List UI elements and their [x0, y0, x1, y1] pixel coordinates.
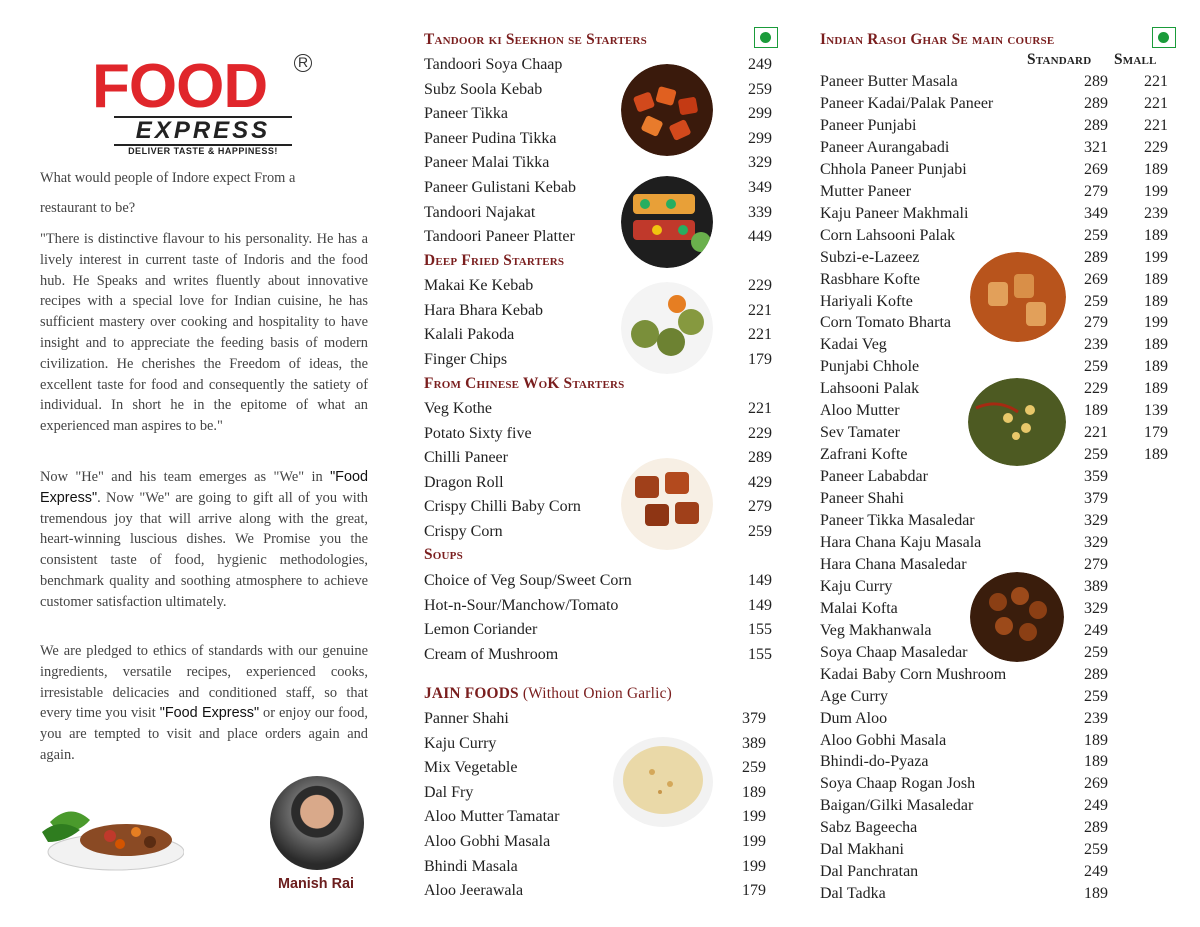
- menu-item-name: Aloo Mutter: [820, 402, 900, 420]
- brand-logo: [92, 54, 314, 158]
- menu-item-name: Cream of Mushroom: [424, 645, 559, 663]
- menu-item-price: 149: [748, 572, 772, 589]
- chilli-paneer-image: [621, 458, 713, 550]
- menu-item-name: Tandoori Soya Chaap: [424, 56, 563, 73]
- malai-kofta-image: [970, 572, 1064, 662]
- menu-item-name: Paneer Gulistani Kebab: [424, 179, 576, 196]
- menu-item-price-standard: 269: [1084, 160, 1108, 178]
- menu-item-price-standard: 259: [1084, 226, 1108, 244]
- menu-item-name: Sev Tamater: [820, 424, 900, 442]
- menu-item-name: Kadai Baby Corn Mushroom: [820, 665, 1007, 683]
- menu-item-name: Finger Chips: [424, 350, 508, 368]
- menu-item-name: Veg Makhanwala: [820, 621, 932, 639]
- menu-item-price-standard: 249: [1084, 863, 1108, 881]
- intro-question-line1: What would people of Indore expect From a: [40, 170, 296, 186]
- menu-item-price-small: 221: [1144, 116, 1168, 134]
- menu-item-price-standard: 289: [1084, 665, 1108, 683]
- menu-item-price-standard: 189: [1084, 885, 1108, 903]
- menu-item-name: Soya Chaap Rogan Josh: [820, 775, 976, 793]
- menu-item-price-standard: 289: [1084, 819, 1108, 837]
- logo-subtitle: EXPRESS: [114, 116, 292, 146]
- menu-item-price-small: 189: [1144, 358, 1168, 376]
- menu-item-price-standard: 259: [1084, 687, 1108, 705]
- hara-bhara-kebab-image: [621, 282, 713, 374]
- menu-item-name: Panner Shahi: [424, 710, 509, 727]
- menu-item-name: Aloo Gobhi Masala: [424, 833, 551, 850]
- menu-item-name: Veg Kothe: [424, 400, 492, 417]
- menu-item-price-small: 189: [1144, 336, 1168, 354]
- menu-item-price: 389: [742, 734, 766, 752]
- section-subtitle-jain: (Without Onion Garlic): [518, 685, 672, 702]
- menu-item-price-standard: 289: [1084, 94, 1108, 112]
- section-title-soups: Soups: [424, 546, 463, 563]
- menu-item-name: Paneer Tikka Masaledar: [820, 512, 975, 529]
- menu-item-name: Kaju Paneer Makhmali: [820, 204, 969, 222]
- menu-item-price-small: 189: [1144, 226, 1168, 244]
- menu-item-price-standard: 229: [1084, 380, 1108, 398]
- menu-item-name: Corn Tomato Bharta: [820, 314, 952, 332]
- menu-item-price-standard: 259: [1084, 446, 1108, 464]
- menu-item-name: Lemon Coriander: [424, 621, 538, 639]
- menu-item-name: Crispy Chilli Baby Corn: [424, 498, 581, 516]
- palak-dish-image: [968, 378, 1066, 466]
- menu-item-name: Tandoori Paneer Platter: [424, 228, 575, 246]
- menu-item-price: 221: [748, 400, 772, 417]
- menu-item-name: Dal Makhani: [820, 841, 904, 859]
- menu-item-name: Paneer Aurangabadi: [820, 138, 950, 156]
- menu-item-price-standard: 249: [1084, 621, 1108, 639]
- menu-item-price-small: 199: [1144, 314, 1168, 332]
- menu-item-price: 155: [748, 621, 772, 639]
- menu-item-name: Aloo Mutter Tamatar: [424, 808, 560, 826]
- brand-mention: "Food Express": [159, 705, 260, 722]
- menu-item-price: 199: [742, 808, 766, 826]
- menu-item-name: Age Curry: [820, 687, 888, 705]
- menu-item-price-standard: 189: [1084, 402, 1108, 420]
- paneer-tikka-image: [621, 64, 713, 156]
- column-header-standard: Standard: [1027, 51, 1092, 68]
- logo-tagline: DELIVER TASTE & HAPPINESS!: [128, 146, 278, 156]
- intro-question-line2: restaurant to be?: [40, 200, 136, 216]
- menu-item-name: Hara Chana Kaju Masala: [820, 533, 982, 551]
- menu-item-price: 279: [748, 498, 772, 516]
- menu-item-price: 189: [742, 783, 766, 801]
- menu-item-name: Hot-n-Sour/Manchow/Tomato: [424, 596, 619, 614]
- dish-plate-image: [40, 792, 184, 876]
- menu-item-price-standard: 249: [1084, 797, 1108, 815]
- kofta-curry-image: [970, 252, 1066, 342]
- menu-item-price: 179: [742, 882, 766, 900]
- menu-item-price-standard: 379: [1084, 490, 1108, 508]
- menu-item-price: 349: [748, 179, 772, 196]
- menu-item-price-small: 189: [1144, 270, 1168, 288]
- menu-item-price-standard: 289: [1084, 248, 1108, 266]
- menu-item-price: 429: [748, 473, 772, 491]
- menu-item-price-standard: 279: [1084, 555, 1108, 573]
- menu-item-price-standard: 269: [1084, 270, 1108, 288]
- menu-item-name: Subz Soola Kebab: [424, 80, 543, 98]
- intro-paragraph-3: We are pledged to ethics of standards with our genuine ingredients, versatile recipes, experienced cooks, irresistable delicacies and conditioned staff, so that every time you visit "Food Express" or enjoy our food, you are tempted to visit and place orders again and again.: [40, 643, 368, 763]
- column-header-small: Small: [1114, 51, 1157, 68]
- menu-item-price-standard: 189: [1084, 753, 1108, 771]
- menu-item-name: Paneer Pudina Tikka: [424, 129, 557, 147]
- menu-item-name: Dal Tadka: [820, 885, 886, 903]
- owner-name: Manish Rai: [278, 876, 354, 892]
- menu-item-price-standard: 389: [1084, 577, 1108, 595]
- intro-column: [40, 0, 368, 927]
- menu-item-name: Crispy Corn: [424, 523, 503, 540]
- menu-item-price-small: 221: [1144, 73, 1168, 90]
- menu-item-price-standard: 329: [1084, 512, 1108, 529]
- menu-item-name: Paneer Kadai/Palak Paneer: [820, 94, 994, 112]
- menu-item-price: 329: [748, 154, 772, 172]
- menu-item-name: Paneer Tikka: [424, 105, 508, 123]
- menu-item-name: Lahsooni Palak: [820, 380, 920, 398]
- menu-item-price-small: 229: [1144, 138, 1168, 156]
- menu-item-price-standard: 279: [1084, 182, 1108, 200]
- menu-item-price: 259: [742, 759, 766, 777]
- menu-item-name: Kadai Veg: [820, 336, 887, 354]
- kebab-skewer-image: [621, 176, 713, 268]
- menu-item-name: Dum Aloo: [820, 709, 888, 727]
- menu-item-name: Soya Chaap Masaledar: [820, 643, 968, 661]
- menu-item-name: Hara Chana Masaledar: [820, 555, 967, 573]
- menu-item-price: 199: [742, 833, 766, 850]
- menu-item-price: 289: [748, 449, 772, 467]
- menu-item-name: Corn Lahsooni Palak: [820, 226, 956, 244]
- menu-item-name: Paneer Malai Tikka: [424, 154, 550, 172]
- menu-item-name: Bhindi-do-Pyaza: [820, 753, 929, 771]
- section-title-deep-fried: Deep Fried Starters: [424, 252, 565, 269]
- logo-word: FOOD: [92, 52, 268, 121]
- menu-item-name: Mix Vegetable: [424, 759, 518, 777]
- menu-item-name: Punjabi Chhole: [820, 358, 920, 376]
- menu-item-price: 299: [748, 105, 772, 123]
- menu-item-price-small: 179: [1144, 424, 1168, 442]
- menu-item-price: 229: [748, 277, 772, 294]
- menu-item-price: 259: [748, 523, 772, 540]
- jain-curry-image: [612, 736, 714, 828]
- menu-item-price-standard: 329: [1084, 599, 1108, 617]
- section-title-main-course: Indian Rasoi Ghar Se main course: [820, 31, 1055, 48]
- menu-item-name: Potato Sixty five: [424, 424, 532, 442]
- menu-item-name: Paneer Lababdar: [820, 468, 928, 486]
- menu-item-name: Subzi-e-Lazeez: [820, 248, 920, 266]
- menu-item-price: 259: [748, 80, 772, 98]
- menu-item-price: 155: [748, 645, 772, 663]
- menu-item-price-small: 239: [1144, 204, 1168, 222]
- menu-item-price: 379: [742, 710, 766, 727]
- menu-item-name: Chhola Paneer Punjabi: [820, 160, 967, 178]
- menu-item-price-standard: 259: [1084, 358, 1108, 376]
- menu-item-price-small: 189: [1144, 160, 1168, 178]
- menu-item-name: Aloo Gobhi Masala: [820, 731, 947, 749]
- menu-item-price: 179: [748, 350, 772, 368]
- menu-item-price-standard: 359: [1084, 468, 1108, 486]
- menu-item-name: Bhindi Masala: [424, 857, 518, 875]
- menu-item-price-small: 139: [1144, 402, 1168, 420]
- menu-item-name: Chilli Paneer: [424, 449, 508, 467]
- menu-item-name: Tandoori Najakat: [424, 203, 536, 221]
- menu-item-price-standard: 259: [1084, 292, 1108, 310]
- menu-item-price-standard: 259: [1084, 643, 1108, 661]
- intro-paragraph-1: "There is distinctive flavour to his personality. He has a lively interest in current taste of Indoris and the food hub. He Speaks and writes fluently about innovative recipes with a special love for Indian cuisine, he has sufficient mastery over cooking and hospitality to have insight and to appreciate the feeding basis of modern civilization. He cherishes the Freedom of ideas, the excellent taste for food and consequently the satiety of individual. In short he in the epitome of what an experienced man aspires to be.": [40, 231, 368, 435]
- menu-item-price: 339: [748, 203, 772, 221]
- menu-item-price-small: 199: [1144, 248, 1168, 266]
- intro-paragraph-2: Now "He" and his team emerges as "We" in "Food Express". Now "We" are going to gift all of you with tremendous joy that will arrive along with the great, heart-winning luscious dishes. We Promise you the consistent taste of food, hygienic methodologies, benchmark quality and soothing atmosphere to achieve customer satisfaction ultimately.: [40, 469, 368, 610]
- menu-item-price-standard: 289: [1084, 73, 1108, 90]
- menu-item-price: 449: [748, 228, 772, 246]
- veg-mark-icon: [1152, 27, 1176, 48]
- menu-item-name: Hariyali Kofte: [820, 292, 913, 310]
- menu-item-price-standard: 189: [1084, 731, 1108, 749]
- menu-item-price-standard: 329: [1084, 533, 1108, 551]
- menu-item-name: Makai Ke Kebab: [424, 277, 534, 294]
- veg-mark-icon: [754, 27, 778, 48]
- menu-item-price-standard: 259: [1084, 841, 1108, 859]
- menu-item-price: 221: [748, 301, 772, 319]
- menu-item-name: Kalali Pakoda: [424, 326, 515, 344]
- menu-item-price-small: 221: [1144, 94, 1168, 112]
- menu-item-price: 149: [748, 596, 772, 614]
- menu-item-price-standard: 239: [1084, 336, 1108, 354]
- section-title-chinese: From Chinese WoK Starters: [424, 375, 625, 392]
- menu-item-name: Dal Fry: [424, 783, 474, 801]
- menu-item-price-small: 199: [1144, 182, 1168, 200]
- menu-item-name: Dragon Roll: [424, 473, 504, 491]
- menu-item-name: Mutter Paneer: [820, 182, 912, 200]
- menu-item-price-standard: 221: [1084, 424, 1108, 442]
- menu-item-price-small: 189: [1144, 292, 1168, 310]
- menu-item-name: Sabz Bageecha: [820, 819, 918, 837]
- menu-item-name: Rasbhare Kofte: [820, 270, 920, 288]
- menu-item-price-standard: 321: [1084, 138, 1108, 156]
- owner-avatar: [270, 776, 364, 870]
- menu-item-price-standard: 239: [1084, 709, 1108, 727]
- menu-item-name: Dal Panchratan: [820, 863, 919, 881]
- menu-item-price: 221: [748, 326, 772, 344]
- menu-item-name: Malai Kofta: [820, 599, 898, 617]
- menu-item-price-standard: 269: [1084, 775, 1108, 793]
- section-title-tandoor: Tandoor ki Seekhon se Starters: [424, 31, 647, 48]
- menu-item-name: Paneer Butter Masala: [820, 73, 958, 90]
- menu-item-price-standard: 349: [1084, 204, 1108, 222]
- menu-item-name: Choice of Veg Soup/Sweet Corn: [424, 572, 632, 589]
- menu-item-name: Baigan/Gilki Masaledar: [820, 797, 974, 815]
- menu-item-name: Kaju Curry: [424, 734, 497, 752]
- menu-item-price: 249: [748, 56, 772, 73]
- menu-item-price-standard: 289: [1084, 116, 1108, 134]
- menu-item-name: Paneer Shahi: [820, 490, 904, 508]
- menu-item-price-small: 189: [1144, 446, 1168, 464]
- menu-item-name: Paneer Punjabi: [820, 116, 917, 134]
- menu-item-price: 229: [748, 424, 772, 442]
- menu-item-name: Hara Bhara Kebab: [424, 301, 544, 319]
- menu-item-price-small: 189: [1144, 380, 1168, 398]
- registered-mark-icon: R: [294, 54, 312, 72]
- menu-item-name: Zafrani Kofte: [820, 446, 908, 464]
- menu-item-name: Kaju Curry: [820, 577, 893, 595]
- menu-item-price: 299: [748, 129, 772, 147]
- section-title-jain: JAIN FOODS (Without Onion Garlic): [424, 685, 672, 702]
- menu-item-price-standard: 279: [1084, 314, 1108, 332]
- menu-item-price: 199: [742, 857, 766, 875]
- menu-item-name: Aloo Jeerawala: [424, 882, 524, 900]
- brand-mention: "Food Express": [40, 469, 368, 506]
